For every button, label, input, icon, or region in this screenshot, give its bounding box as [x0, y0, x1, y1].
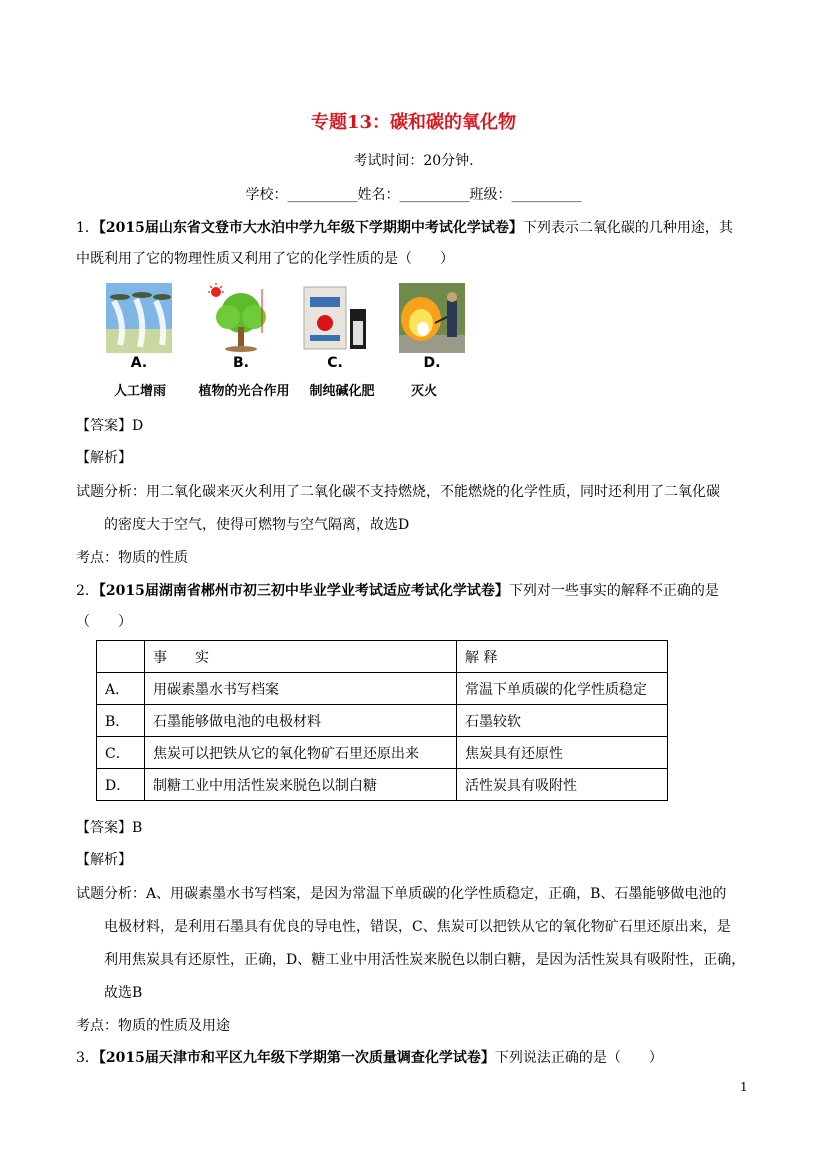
- q3-line-1: [76, 1048, 663, 1068]
- exam-time: 考试时间：20分钟.: [353, 153, 474, 169]
- table-cell: B．: [97, 705, 145, 737]
- table-cell: A．: [97, 673, 145, 705]
- q2-answer: 【答案】B: [76, 820, 143, 836]
- q1-line-1: [76, 218, 733, 238]
- q2-point: 考点：物质的性质及用途: [76, 1018, 230, 1034]
- student-fields: 学校：__________姓名：__________班级：__________: [245, 187, 582, 203]
- q1-stem-1: 下列表示二氧化碳的几种用途，其: [522, 220, 733, 236]
- option-d-caption: 灭火: [410, 384, 437, 399]
- q2-analysis-4: 故选B: [104, 985, 143, 1001]
- soda-fertilizer-image: [302, 283, 368, 353]
- table-cell: 活性炭具有吸附性: [457, 769, 668, 801]
- q1-analysis-1: 试题分析：用二氧化碳来灭火利用了二氧化碳不支持燃烧，不能燃烧的化学性质，同时还利用了二氧化碳: [76, 484, 720, 500]
- table-cell: 制糖工业中用活性炭来脱色以制白糖: [145, 769, 457, 801]
- q3-number: 3．: [76, 1050, 99, 1066]
- q1-source: 【2015届山东省文登市大水泊中学九年级下学期期中考试化学试卷】: [98, 220, 523, 236]
- page-title: 专题13：碳和碳的氧化物: [310, 112, 517, 133]
- option-b-caption: 植物的光合作用: [198, 384, 290, 399]
- q1-stem-2: 中既利用了它的物理性质又利用了它的化学性质的是（ ）: [76, 251, 454, 267]
- option-d-letter: D.: [423, 355, 441, 371]
- option-b-letter: B.: [233, 355, 249, 371]
- q2-analysis-1: 试题分析：A、用碳素墨水书写档案，是因为常温下单质碳的化学性质稳定，正确，B、石墨能够做电池的: [76, 886, 727, 902]
- q2-analysis-label: 【解析】: [76, 852, 132, 868]
- table-row: [97, 737, 668, 769]
- q1-point: 考点：物质的性质: [76, 550, 188, 566]
- page-number: 1: [740, 1080, 748, 1094]
- q2-analysis-2: 电极材料，是利用石墨具有优良的导电性，错误，C、焦炭可以把铁从它的氧化物矿石里还原出来，是: [104, 919, 731, 935]
- table-header-cell: 解 释: [457, 641, 668, 673]
- table-cell: 焦炭可以把铁从它的氧化物矿石里还原出来: [145, 737, 457, 769]
- option-c-caption: 制纯碱化肥: [309, 384, 375, 399]
- table-cell: 常温下单质碳的化学性质稳定: [457, 673, 668, 705]
- q1-answer: 【答案】D: [76, 418, 144, 434]
- table-row: [97, 769, 668, 801]
- option-a-caption: 人工增雨: [113, 384, 166, 399]
- photosynthesis-image: [208, 283, 274, 353]
- table-row: [97, 673, 668, 705]
- table-cell: 石墨较软: [457, 705, 668, 737]
- table-cell: D．: [97, 769, 145, 801]
- table-header-cell: [97, 641, 145, 673]
- table-cell: 用碳素墨水书写档案: [145, 673, 457, 705]
- option-c-letter: C.: [327, 355, 343, 371]
- q2-source: 【2015届湖南省郴州市初三初中毕业学业考试适应考试化学试卷】: [98, 583, 509, 599]
- table-header-row: [97, 641, 668, 673]
- table-row: [97, 705, 668, 737]
- q2-analysis-3: 利用焦炭具有还原性，正确，D、糖工业中用活性炭来脱色以制白糖，是因为活性炭具有吸附性，正确，: [104, 952, 746, 968]
- table-header-cell: 事 实: [145, 641, 457, 673]
- q3-stem: 下列说法正确的是（ ）: [494, 1050, 663, 1066]
- rain-making-image: [106, 283, 172, 353]
- q2-line-1: [76, 581, 719, 601]
- q2-stem-1: 下列对一些事实的解释不正确的是: [508, 583, 719, 599]
- fire-fighting-image: [399, 283, 465, 353]
- table-cell: 石墨能够做电池的电极材料: [145, 705, 457, 737]
- q1-analysis-2: 的密度大于空气，使得可燃物与空气隔离，故选D: [104, 517, 410, 533]
- option-a-letter: A.: [130, 355, 148, 371]
- q2-stem-2: （ ）: [76, 614, 132, 630]
- q2-number: 2．: [76, 583, 99, 599]
- facts-table: [96, 640, 668, 801]
- table-cell: 焦炭具有还原性: [457, 737, 668, 769]
- q3-source: 【2015届天津市和平区九年级下学期第一次质量调查化学试卷】: [98, 1050, 495, 1066]
- table-cell: C．: [97, 737, 145, 769]
- q1-number: 1．: [76, 220, 99, 236]
- q1-analysis-label: 【解析】: [76, 450, 132, 466]
